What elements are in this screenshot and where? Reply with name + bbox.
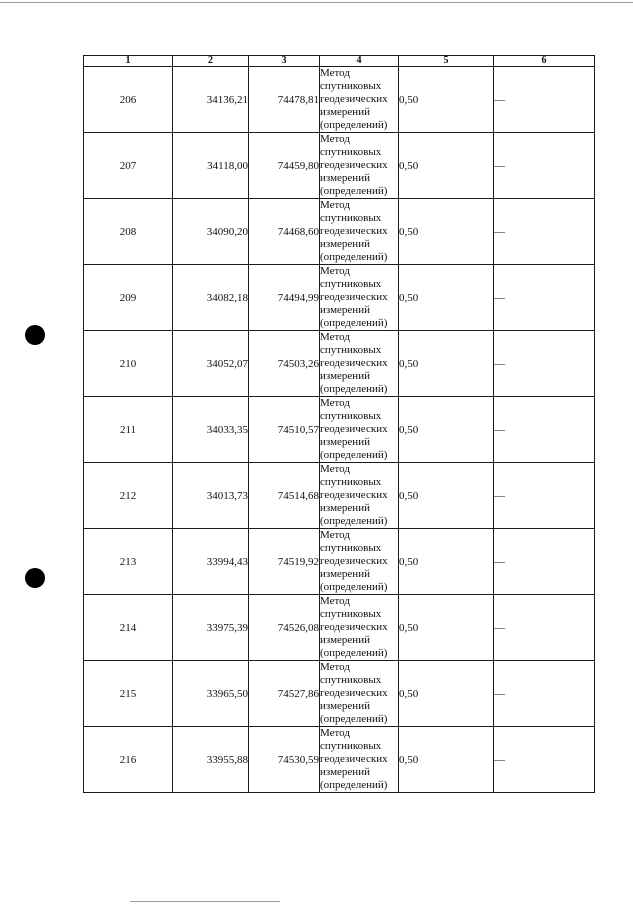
method-cell bbox=[320, 265, 399, 331]
note-cell: — bbox=[494, 397, 595, 463]
accuracy-cell: 0,50 bbox=[399, 661, 494, 727]
x-coordinate-cell: 33955,88 bbox=[173, 727, 249, 793]
method-text-line: Метод bbox=[320, 67, 350, 79]
table-row bbox=[84, 199, 595, 265]
note-cell: — bbox=[494, 199, 595, 265]
table-row bbox=[84, 463, 595, 529]
x-coordinate-cell: 33994,43 bbox=[173, 529, 249, 595]
method-text-line: геодезических bbox=[320, 423, 388, 435]
method-text-line: геодезических bbox=[320, 753, 388, 765]
scan-top-edge-line bbox=[0, 2, 633, 3]
point-number-cell: 212 bbox=[84, 463, 173, 529]
accuracy-cell: 0,50 bbox=[399, 199, 494, 265]
method-cell bbox=[320, 67, 399, 133]
method-cell bbox=[320, 397, 399, 463]
y-coordinate-cell: 74530,59 bbox=[249, 727, 320, 793]
point-number-cell: 210 bbox=[84, 331, 173, 397]
y-coordinate-cell: 74510,57 bbox=[249, 397, 320, 463]
point-number-cell: 207 bbox=[84, 133, 173, 199]
point-number-cell: 215 bbox=[84, 661, 173, 727]
header-col-5: 5 bbox=[399, 56, 494, 67]
method-text-line: спутниковых bbox=[320, 212, 382, 224]
accuracy-cell: 0,50 bbox=[399, 67, 494, 133]
table-row bbox=[84, 265, 595, 331]
note-cell: — bbox=[494, 595, 595, 661]
method-text-line: Метод bbox=[320, 265, 350, 277]
point-number-cell: 209 bbox=[84, 265, 173, 331]
accuracy-cell: 0,50 bbox=[399, 133, 494, 199]
method-text-line: спутниковых bbox=[320, 674, 382, 686]
method-text-line: спутниковых bbox=[320, 344, 382, 356]
method-text-line: геодезических bbox=[320, 687, 388, 699]
scan-bottom-edge-line bbox=[130, 901, 280, 902]
header-col-1: 1 bbox=[84, 56, 173, 67]
method-text-line: измерений bbox=[320, 634, 370, 646]
accuracy-cell: 0,50 bbox=[399, 265, 494, 331]
point-number-cell: 208 bbox=[84, 199, 173, 265]
accuracy-cell: 0,50 bbox=[399, 529, 494, 595]
method-text-line: (определений) bbox=[320, 185, 388, 197]
method-text-line: геодезических bbox=[320, 489, 388, 501]
method-text-line: (определений) bbox=[320, 251, 388, 263]
x-coordinate-cell: 34136,21 bbox=[173, 67, 249, 133]
method-cell bbox=[320, 529, 399, 595]
method-cell bbox=[320, 199, 399, 265]
method-cell bbox=[320, 661, 399, 727]
method-text-line: Метод bbox=[320, 133, 350, 145]
table-header-row bbox=[84, 56, 595, 67]
method-text-line: (определений) bbox=[320, 119, 388, 131]
y-coordinate-cell: 74494,99 bbox=[249, 265, 320, 331]
note-cell: — bbox=[494, 133, 595, 199]
table-row bbox=[84, 133, 595, 199]
method-text-line: (определений) bbox=[320, 449, 388, 461]
method-text-line: измерений bbox=[320, 436, 370, 448]
header-col-4: 4 bbox=[320, 56, 399, 67]
method-text-line: геодезических bbox=[320, 621, 388, 633]
y-coordinate-cell: 74459,80 bbox=[249, 133, 320, 199]
method-text-line: Метод bbox=[320, 595, 350, 607]
coordinates-table bbox=[83, 55, 595, 793]
method-text-line: (определений) bbox=[320, 383, 388, 395]
table-row bbox=[84, 529, 595, 595]
point-number-cell: 206 bbox=[84, 67, 173, 133]
y-coordinate-cell: 74519,92 bbox=[249, 529, 320, 595]
method-text-line: Метод bbox=[320, 661, 350, 673]
x-coordinate-cell: 34013,73 bbox=[173, 463, 249, 529]
method-text-line: измерений bbox=[320, 700, 370, 712]
method-text-line: спутниковых bbox=[320, 608, 382, 620]
note-cell: — bbox=[494, 727, 595, 793]
accuracy-cell: 0,50 bbox=[399, 397, 494, 463]
method-text-line: геодезических bbox=[320, 93, 388, 105]
method-text-line: измерений bbox=[320, 502, 370, 514]
header-col-3: 3 bbox=[249, 56, 320, 67]
method-text-line: геодезических bbox=[320, 159, 388, 171]
method-text-line: измерений bbox=[320, 568, 370, 580]
method-text-line: спутниковых bbox=[320, 80, 382, 92]
method-text-line: спутниковых bbox=[320, 740, 382, 752]
method-text-line: геодезических bbox=[320, 555, 388, 567]
y-coordinate-cell: 74526,08 bbox=[249, 595, 320, 661]
table-row bbox=[84, 67, 595, 133]
table-row bbox=[84, 397, 595, 463]
method-text-line: Метод bbox=[320, 727, 350, 739]
method-text-line: (определений) bbox=[320, 779, 388, 791]
method-text-line: геодезических bbox=[320, 291, 388, 303]
method-cell bbox=[320, 133, 399, 199]
point-number-cell: 213 bbox=[84, 529, 173, 595]
method-text-line: Метод bbox=[320, 529, 350, 541]
method-text-line: Метод bbox=[320, 463, 350, 475]
table-row bbox=[84, 727, 595, 793]
x-coordinate-cell: 34052,07 bbox=[173, 331, 249, 397]
x-coordinate-cell: 34118,00 bbox=[173, 133, 249, 199]
point-number-cell: 211 bbox=[84, 397, 173, 463]
y-coordinate-cell: 74503,26 bbox=[249, 331, 320, 397]
method-text-line: измерений bbox=[320, 766, 370, 778]
note-cell: — bbox=[494, 463, 595, 529]
method-text-line: (определений) bbox=[320, 647, 388, 659]
method-text-line: спутниковых bbox=[320, 146, 382, 158]
table-row bbox=[84, 331, 595, 397]
y-coordinate-cell: 74527,86 bbox=[249, 661, 320, 727]
y-coordinate-cell: 74478,81 bbox=[249, 67, 320, 133]
method-text-line: измерений bbox=[320, 172, 370, 184]
method-text-line: Метод bbox=[320, 199, 350, 211]
table-body bbox=[84, 67, 595, 793]
x-coordinate-cell: 34033,35 bbox=[173, 397, 249, 463]
method-cell bbox=[320, 595, 399, 661]
x-coordinate-cell: 33975,39 bbox=[173, 595, 249, 661]
method-text-line: измерений bbox=[320, 370, 370, 382]
method-text-line: Метод bbox=[320, 331, 350, 343]
note-cell: — bbox=[494, 331, 595, 397]
method-text-line: геодезических bbox=[320, 357, 388, 369]
accuracy-cell: 0,50 bbox=[399, 331, 494, 397]
method-text-line: (определений) bbox=[320, 581, 388, 593]
table-row bbox=[84, 595, 595, 661]
method-text-line: (определений) bbox=[320, 515, 388, 527]
method-text-line: измерений bbox=[320, 304, 370, 316]
method-text-line: спутниковых bbox=[320, 278, 382, 290]
method-text-line: спутниковых bbox=[320, 410, 382, 422]
x-coordinate-cell: 34090,20 bbox=[173, 199, 249, 265]
y-coordinate-cell: 74468,60 bbox=[249, 199, 320, 265]
x-coordinate-cell: 33965,50 bbox=[173, 661, 249, 727]
point-number-cell: 214 bbox=[84, 595, 173, 661]
point-number-cell: 216 bbox=[84, 727, 173, 793]
header-col-6: 6 bbox=[494, 56, 595, 67]
header-col-2: 2 bbox=[173, 56, 249, 67]
punch-hole-upper bbox=[25, 325, 45, 345]
method-text-line: геодезических bbox=[320, 225, 388, 237]
note-cell: — bbox=[494, 265, 595, 331]
method-text-line: измерений bbox=[320, 238, 370, 250]
accuracy-cell: 0,50 bbox=[399, 727, 494, 793]
note-cell: — bbox=[494, 529, 595, 595]
note-cell: — bbox=[494, 661, 595, 727]
note-cell: — bbox=[494, 67, 595, 133]
table-row bbox=[84, 661, 595, 727]
accuracy-cell: 0,50 bbox=[399, 595, 494, 661]
method-cell bbox=[320, 463, 399, 529]
x-coordinate-cell: 34082,18 bbox=[173, 265, 249, 331]
method-cell bbox=[320, 727, 399, 793]
y-coordinate-cell: 74514,68 bbox=[249, 463, 320, 529]
method-text-line: (определений) bbox=[320, 317, 388, 329]
method-text-line: (определений) bbox=[320, 713, 388, 725]
punch-hole-lower bbox=[25, 568, 45, 588]
method-text-line: Метод bbox=[320, 397, 350, 409]
method-text-line: спутниковых bbox=[320, 476, 382, 488]
accuracy-cell: 0,50 bbox=[399, 463, 494, 529]
method-text-line: измерений bbox=[320, 106, 370, 118]
method-cell bbox=[320, 331, 399, 397]
method-text-line: спутниковых bbox=[320, 542, 382, 554]
